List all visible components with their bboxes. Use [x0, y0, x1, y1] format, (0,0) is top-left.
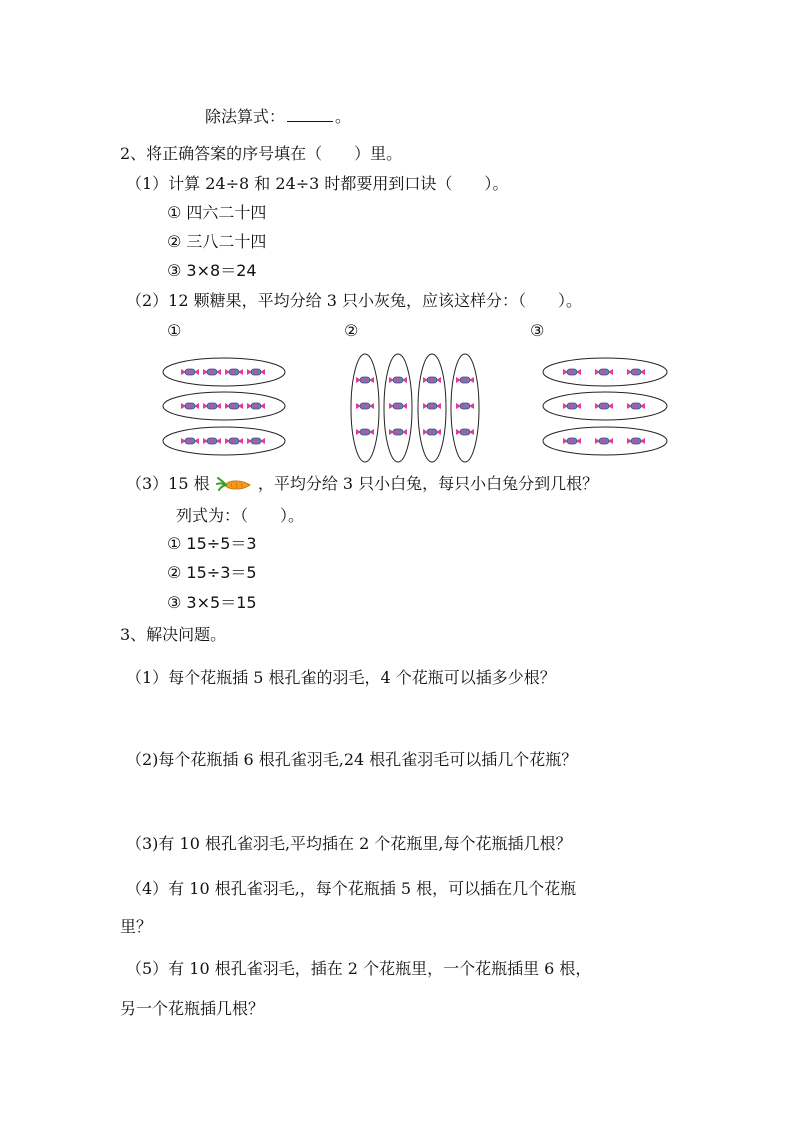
section2-q1-text: （1）计算 24÷8 和 24÷3 时都要用到口诀（ ）。 — [126, 174, 509, 193]
section2-q1-option-2: ② 三八二十四 — [167, 232, 267, 251]
q2-option-label-1: ① — [167, 321, 182, 340]
section3-problem-5-cont: 另一个花瓶插几根？ — [120, 999, 265, 1018]
section2-q3-text-before: （3）15 根 — [126, 474, 210, 493]
division-formula-label: 除法算式： — [205, 107, 286, 126]
candy-icon — [563, 369, 645, 375]
q2-option-label-2: ② — [344, 321, 359, 340]
section2-q3-option-1: ① 15÷5＝3 — [167, 534, 257, 553]
candy-icon — [423, 377, 441, 435]
section3-problem-4-cont: 里？ — [120, 917, 153, 936]
section2-q1-option-3: ③ 3×8＝24 — [167, 261, 257, 280]
section2-heading: 2、将正确答案的序号填在（ ）里。 — [120, 144, 403, 163]
section3-problem-2: （2)每个花瓶插 6 根孔雀羽毛,24 根孔雀羽毛可以插几个花瓶？ — [126, 750, 578, 769]
section2-q1-option-1: ① 四六二十四 — [167, 203, 267, 222]
division-formula-line — [205, 106, 351, 128]
section3-problem-1: （1）每个花瓶插 5 根孔雀的羽毛，4 个花瓶可以插多少根？ — [126, 668, 556, 687]
candy-icon — [356, 377, 374, 435]
candy-grouping-option-1 — [162, 355, 288, 459]
q2-option-label-3: ③ — [530, 321, 545, 340]
division-formula-blank[interactable] — [287, 106, 333, 122]
candy-grouping-option-2 — [350, 352, 482, 464]
section2-q3-formula-prompt: 列式为：（ ）。 — [176, 506, 305, 525]
section3-heading: 3、解决问题。 — [120, 625, 227, 644]
candy-grouping-option-3 — [542, 355, 670, 459]
candy-icon — [389, 377, 407, 435]
section3-problem-4: （4）有 10 根孔雀羽毛,，每个花瓶插 5 根，可以插在几个花瓶 — [126, 879, 577, 898]
candy-icon — [181, 369, 265, 375]
candy-icon — [456, 377, 474, 435]
candy-icon — [181, 438, 265, 444]
candy-icon — [563, 403, 645, 409]
section3-problem-3: （3)有 10 根孔雀羽毛,平均插在 2 个花瓶里,每个花瓶插几根？ — [126, 834, 572, 853]
candy-icon — [181, 403, 265, 409]
section2-q3-option-2: ② 15÷3＝5 — [167, 563, 257, 582]
section2-q3-line — [126, 473, 598, 495]
section2-q3-option-3: ③ 3×5＝15 — [167, 593, 257, 612]
division-formula-suffix: 。 — [335, 107, 352, 126]
section2-q3-text-after: ，平均分给 3 只小白兔，每只小白兔分到几根？ — [257, 474, 599, 493]
section2-q2-text: （2）12 颗糖果，平均分给 3 只小灰兔，应该这样分：（ ）。 — [126, 291, 582, 310]
section3-problem-5: （5）有 10 根孔雀羽毛，插在 2 个花瓶里，一个花瓶插里 6 根， — [126, 959, 592, 978]
carrot-icon — [217, 476, 251, 494]
candy-icon — [563, 438, 645, 444]
